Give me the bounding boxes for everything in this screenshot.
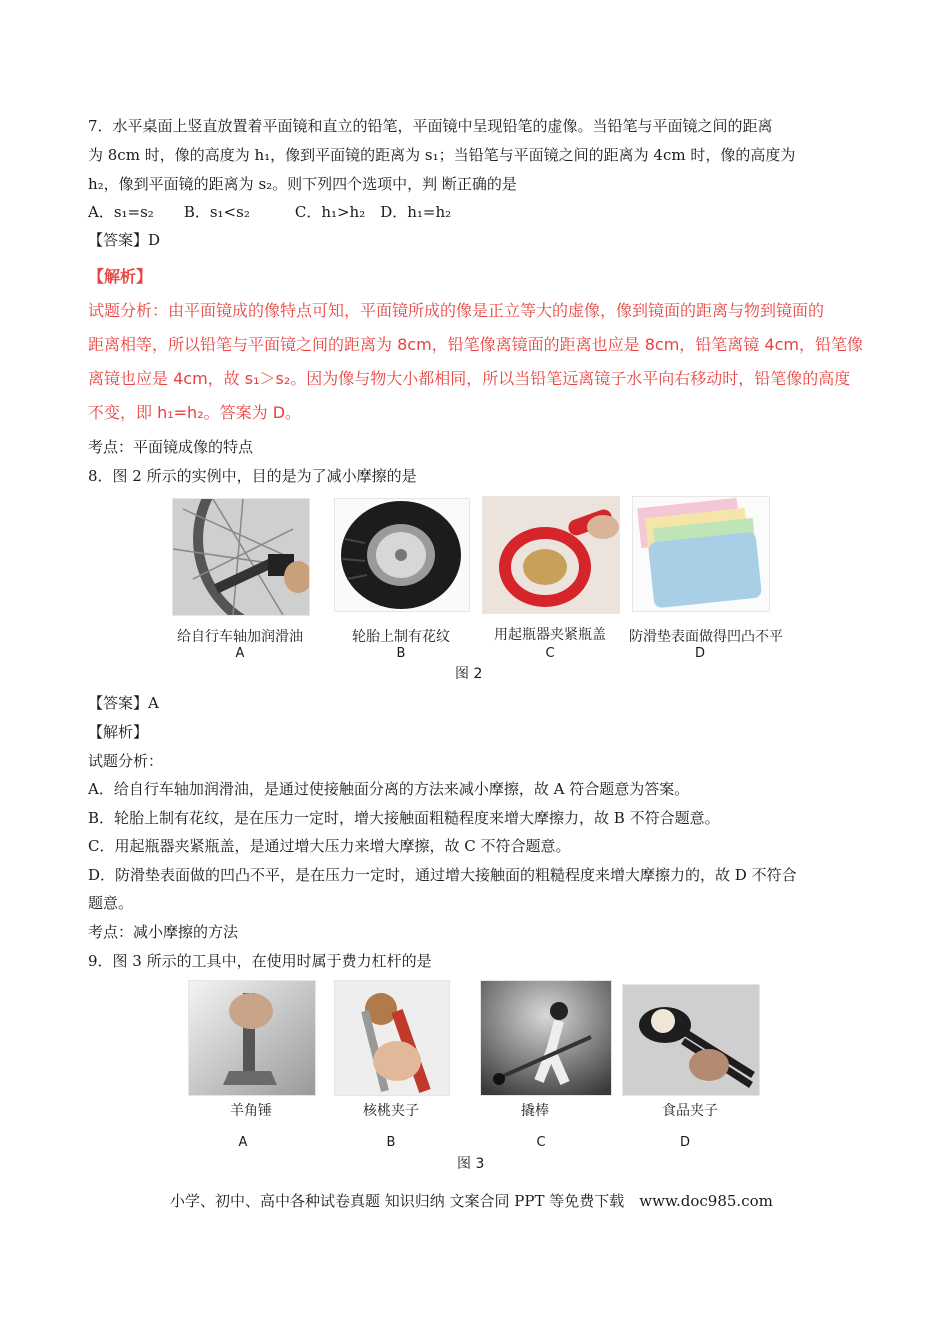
q7-knowledge-point: 考点：平面镜成像的特点: [88, 438, 254, 456]
fig2-letter-c: C: [545, 646, 555, 661]
q8-analysis-b: B．轮胎上制有花纹，是在压力一定时，增大接触面粗糙程度来增大摩擦力，故 B 不符合题意。: [88, 809, 720, 827]
crowbar-image: [480, 980, 612, 1096]
q7-analysis-line-3: 离镜也应是 4cm，故 s₁＞s₂。因为像与物大小都相同，所以当铅笔远离镜子水平向右移动时，铅笔像的高度: [88, 369, 851, 388]
claw-hammer-image: [188, 980, 316, 1096]
q8-analysis-a: A．给自行车轴加润滑油，是通过使接触面分离的方法来减小摩擦，故 A 符合题意为答案。: [88, 780, 690, 798]
anti-slip-mat-image: [632, 496, 770, 612]
fig2-letter-d: D: [694, 646, 705, 661]
fig3-caption-b: 核桃夹子: [363, 1103, 419, 1119]
q8-stem: 8．图 2 所示的实例中，目的是为了减小摩擦的是: [88, 467, 417, 485]
fig2-caption-a: 给自行车轴加润滑油: [177, 629, 303, 645]
q7-options: A．s₁=s₂ B．s₁<s₂ C．h₁>h₂ D．h₁=h₂: [88, 203, 452, 221]
figure-2-label: 图 2: [455, 666, 483, 682]
q7-stem-line-1: 7．水平桌面上竖直放置着平面镜和直立的铅笔，平面镜中呈现铅笔的虚像。当铅笔与平面镜之间的距离: [88, 117, 773, 135]
q7-analysis-line-2: 距离相等，所以铅笔与平面镜之间的距离为 8cm，铅笔像离镜面的距离也应是 8cm，铅笔离镜 4cm，铅笔像: [88, 335, 863, 354]
q7-analysis-line-1: 试题分析：由平面镜成的像特点可知，平面镜所成的像是正立等大的虚像，像到镜面的距离与物到镜面的: [88, 301, 825, 320]
bicycle-oiling-image: [172, 498, 310, 616]
q8-knowledge-point: 考点：减小摩擦的方法: [88, 923, 239, 941]
nutcracker-image: [334, 980, 450, 1096]
fig3-letter-b: B: [386, 1135, 396, 1150]
q7-answer: 【答案】D: [88, 231, 161, 249]
bottle-opener-image: [482, 496, 620, 614]
q8-analysis-intro: 试题分析：: [88, 752, 164, 770]
fig3-letter-d: D: [679, 1135, 690, 1150]
q9-stem: 9．图 3 所示的工具中，在使用时属于费力杠杆的是: [88, 952, 432, 970]
q8-answer: 【答案】A: [88, 694, 159, 712]
q8-analysis-heading: 【解析】: [88, 723, 149, 741]
food-tongs-image: [622, 984, 760, 1096]
q7-analysis-heading: 【解析】: [88, 267, 153, 286]
figure-3-label: 图 3: [457, 1156, 485, 1172]
fig2-caption-c: 用起瓶器夹紧瓶盖: [494, 627, 606, 643]
q7-stem-line-3: h₂，像到平面镜的距离为 s₂。则下列四个选项中，判 断正确的是: [88, 175, 517, 193]
fig2-letter-a: A: [235, 646, 245, 661]
fig3-letter-c: C: [536, 1135, 546, 1150]
fig2-caption-b: 轮胎上制有花纹: [352, 629, 450, 645]
q7-stem-line-2: 为 8cm 时，像的高度为 h₁，像到平面镜的距离为 s₁；当铅笔与平面镜之间的距离为 4cm 时，像的高度为: [88, 146, 796, 164]
q7-analysis-line-4: 不变，即 h₁=h₂。答案为 D。: [88, 403, 302, 422]
fig2-caption-d: 防滑垫表面做得凹凸不平: [629, 629, 783, 645]
fig2-letter-b: B: [396, 646, 406, 661]
q8-analysis-d: D．防滑垫表面做的凹凸不平，是在压力一定时，通过增大接触面的粗糙程度来增大摩擦力的，故 D 不符合: [88, 866, 797, 884]
fig3-letter-a: A: [238, 1135, 248, 1150]
fig3-caption-a: 羊角锤: [230, 1103, 272, 1119]
q8-analysis-c: C．用起瓶器夹紧瓶盖，是通过增大压力来增大摩擦，故 C 不符合题意。: [88, 837, 571, 855]
fig3-caption-d: 食品夹子: [662, 1103, 718, 1119]
q8-analysis-d-cont: 题意。: [88, 894, 134, 912]
page-footer: 小学、初中、高中各种试卷真题 知识归纳 文案合同 PPT 等免费下载 www.doc985.com: [170, 1192, 773, 1210]
fig3-caption-c: 撬棒: [521, 1103, 549, 1119]
tire-tread-image: [334, 498, 470, 612]
